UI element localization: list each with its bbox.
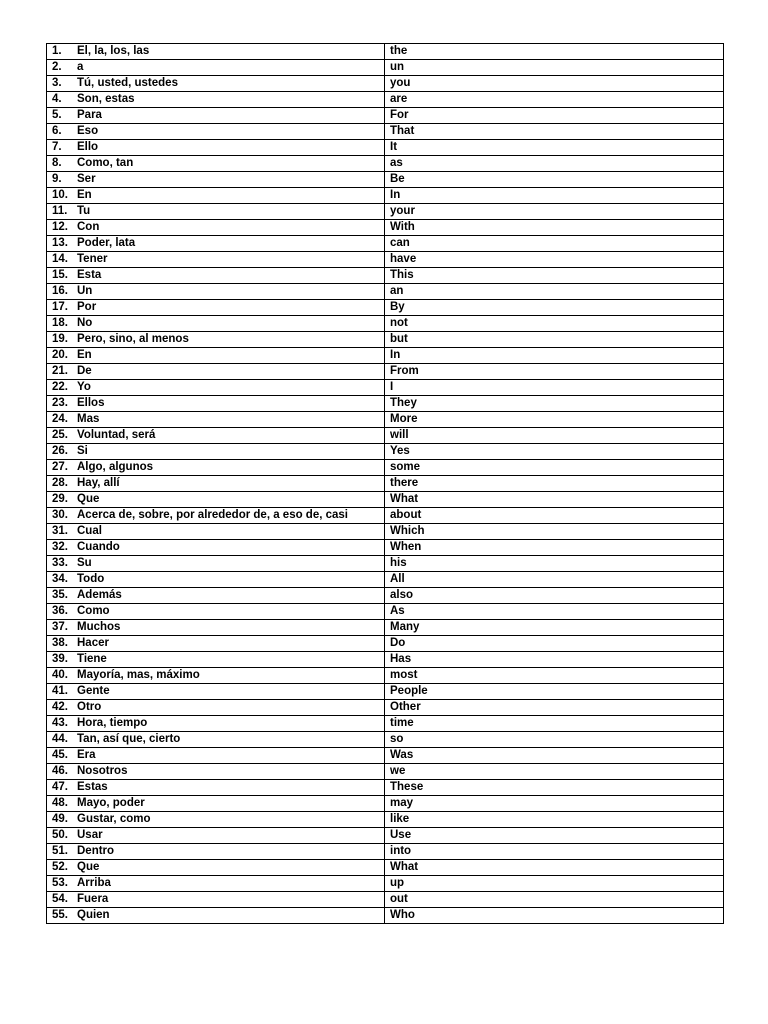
spanish-cell (47, 652, 385, 668)
english-cell: Do (385, 636, 724, 652)
spanish-term: Esta (77, 269, 102, 281)
table-row (47, 764, 724, 780)
spanish-term: Pero, sino, al menos (77, 333, 189, 345)
spanish-term: Como (77, 605, 110, 617)
english-cell: Has (385, 652, 724, 668)
table-row (47, 316, 724, 332)
spanish-cell (47, 124, 385, 140)
table-row (47, 524, 724, 540)
spanish-term: Ellos (77, 397, 105, 409)
table-row (47, 812, 724, 828)
spanish-term: Son, estas (77, 93, 135, 105)
table-row (47, 844, 724, 860)
spanish-cell (47, 476, 385, 492)
spanish-cell (47, 588, 385, 604)
english-cell: we (385, 764, 724, 780)
row-number: 47. (52, 781, 68, 793)
spanish-cell (47, 860, 385, 876)
spanish-term: Además (77, 589, 122, 601)
english-cell: In (385, 348, 724, 364)
spanish-cell (47, 764, 385, 780)
spanish-term: Mayoría, mas, máximo (77, 669, 200, 681)
english-cell: up (385, 876, 724, 892)
table-row (47, 444, 724, 460)
row-number: 19. (52, 333, 68, 345)
row-number: 50. (52, 829, 68, 841)
table-row (47, 620, 724, 636)
spanish-cell (47, 668, 385, 684)
row-number: 17. (52, 301, 68, 313)
spanish-term: En (77, 349, 92, 361)
spanish-term: Gente (77, 685, 110, 697)
row-number: 36. (52, 605, 68, 617)
spanish-term: Eso (77, 125, 99, 137)
row-number: 16. (52, 285, 68, 297)
english-cell: These (385, 780, 724, 796)
table-row (47, 284, 724, 300)
spanish-cell (47, 220, 385, 236)
english-cell: In (385, 188, 724, 204)
row-number: 40. (52, 669, 68, 681)
table-row (47, 396, 724, 412)
row-number: 3. (52, 77, 62, 89)
row-number: 26. (52, 445, 68, 457)
table-row (47, 44, 724, 60)
english-cell: They (385, 396, 724, 412)
english-cell: but (385, 332, 724, 348)
table-row (47, 908, 724, 924)
row-number: 14. (52, 253, 68, 265)
row-number: 12. (52, 221, 68, 233)
spanish-term: Hacer (77, 637, 109, 649)
english-cell: will (385, 428, 724, 444)
spanish-term: Gustar, como (77, 813, 151, 825)
english-cell: can (385, 236, 724, 252)
table-row (47, 92, 724, 108)
spanish-cell (47, 492, 385, 508)
spanish-term: No (77, 317, 93, 329)
spanish-term: Algo, algunos (77, 461, 154, 473)
spanish-cell (47, 828, 385, 844)
row-number: 24. (52, 413, 68, 425)
english-cell: there (385, 476, 724, 492)
row-number: 13. (52, 237, 68, 249)
spanish-cell (47, 60, 385, 76)
spanish-term: Mas (77, 413, 100, 425)
table-row (47, 428, 724, 444)
vocabulary-table (46, 43, 724, 924)
spanish-term: Como, tan (77, 157, 134, 169)
row-number: 53. (52, 877, 68, 889)
table-row (47, 188, 724, 204)
table-row (47, 268, 724, 284)
table-row (47, 156, 724, 172)
row-number: 15. (52, 269, 68, 281)
table-row (47, 108, 724, 124)
english-cell: That (385, 124, 724, 140)
row-number: 34. (52, 573, 68, 585)
english-cell: most (385, 668, 724, 684)
spanish-term: Tener (77, 253, 108, 265)
spanish-cell (47, 172, 385, 188)
row-number: 41. (52, 685, 68, 697)
vocabulary-table-body (47, 44, 724, 924)
spanish-cell (47, 540, 385, 556)
english-cell: It (385, 140, 724, 156)
english-cell: Was (385, 748, 724, 764)
row-number: 51. (52, 845, 68, 857)
table-row (47, 492, 724, 508)
english-cell: I (385, 380, 724, 396)
spanish-term: Yo (77, 381, 91, 393)
table-row (47, 636, 724, 652)
row-number: 43. (52, 717, 68, 729)
spanish-cell (47, 812, 385, 828)
spanish-cell (47, 604, 385, 620)
table-row (47, 748, 724, 764)
english-cell: What (385, 492, 724, 508)
spanish-cell (47, 556, 385, 572)
spanish-cell (47, 444, 385, 460)
table-row (47, 412, 724, 428)
row-number: 37. (52, 621, 68, 633)
row-number: 23. (52, 397, 68, 409)
row-number: 10. (52, 189, 68, 201)
spanish-cell (47, 284, 385, 300)
spanish-term: Su (77, 557, 92, 569)
english-cell: People (385, 684, 724, 700)
spanish-cell (47, 156, 385, 172)
spanish-term: Poder, lata (77, 237, 136, 249)
spanish-term: Nosotros (77, 765, 128, 777)
english-cell: With (385, 220, 724, 236)
table-row (47, 172, 724, 188)
spanish-term: Quien (77, 909, 110, 921)
table-row (47, 892, 724, 908)
spanish-term: Ello (77, 141, 99, 153)
spanish-term: Hora, tiempo (77, 717, 148, 729)
table-row (47, 220, 724, 236)
table-row (47, 76, 724, 92)
table-row (47, 140, 724, 156)
table-row (47, 556, 724, 572)
spanish-cell (47, 700, 385, 716)
spanish-cell (47, 44, 385, 60)
english-cell: Be (385, 172, 724, 188)
english-cell: What (385, 860, 724, 876)
spanish-cell (47, 524, 385, 540)
spanish-term: Voluntad, será (77, 429, 156, 441)
english-cell: into (385, 844, 724, 860)
spanish-term: Tú, usted, ustedes (77, 77, 178, 89)
spanish-term: Estas (77, 781, 108, 793)
table-row (47, 828, 724, 844)
spanish-cell (47, 572, 385, 588)
row-number: 33. (52, 557, 68, 569)
english-cell: like (385, 812, 724, 828)
row-number: 30. (52, 509, 68, 521)
spanish-term: Mayo, poder (77, 797, 145, 809)
table-row (47, 124, 724, 140)
english-cell: As (385, 604, 724, 620)
table-row (47, 668, 724, 684)
row-number: 20. (52, 349, 68, 361)
spanish-term: Arriba (77, 877, 111, 889)
table-row (47, 588, 724, 604)
spanish-term: Muchos (77, 621, 121, 633)
row-number: 38. (52, 637, 68, 649)
spanish-cell (47, 780, 385, 796)
row-number: 18. (52, 317, 68, 329)
spanish-cell (47, 204, 385, 220)
spanish-term: Usar (77, 829, 103, 841)
spanish-term: Era (77, 749, 96, 761)
english-cell: as (385, 156, 724, 172)
english-cell: also (385, 588, 724, 604)
english-cell: the (385, 44, 724, 60)
row-number: 45. (52, 749, 68, 761)
spanish-cell (47, 636, 385, 652)
spanish-cell (47, 300, 385, 316)
spanish-cell (47, 412, 385, 428)
row-number: 46. (52, 765, 68, 777)
table-row (47, 604, 724, 620)
table-row (47, 236, 724, 252)
spanish-cell (47, 332, 385, 348)
table-row (47, 876, 724, 892)
row-number: 21. (52, 365, 68, 377)
english-cell: Other (385, 700, 724, 716)
spanish-term: El, la, los, las (77, 45, 150, 57)
row-number: 48. (52, 797, 68, 809)
spanish-cell (47, 508, 385, 524)
english-cell: his (385, 556, 724, 572)
english-cell: When (385, 540, 724, 556)
spanish-term: Fuera (77, 893, 109, 905)
english-cell: Yes (385, 444, 724, 460)
english-cell: you (385, 76, 724, 92)
row-number: 4. (52, 93, 62, 105)
spanish-term: Tu (77, 205, 91, 217)
row-number: 44. (52, 733, 68, 745)
spanish-cell (47, 396, 385, 412)
spanish-cell (47, 348, 385, 364)
spanish-term: Para (77, 109, 102, 121)
table-row (47, 300, 724, 316)
table-row (47, 204, 724, 220)
english-cell: Many (385, 620, 724, 636)
row-number: 54. (52, 893, 68, 905)
table-row (47, 380, 724, 396)
spanish-term: Tiene (77, 653, 107, 665)
spanish-cell (47, 92, 385, 108)
english-cell: un (385, 60, 724, 76)
row-number: 6. (52, 125, 62, 137)
spanish-cell (47, 732, 385, 748)
row-number: 7. (52, 141, 62, 153)
row-number: 2. (52, 61, 62, 73)
english-cell: From (385, 364, 724, 380)
table-row (47, 348, 724, 364)
spanish-term: a (77, 61, 84, 73)
spanish-term: Acerca de, sobre, por alrededor de, a eso de, casi (77, 509, 349, 521)
table-row (47, 684, 724, 700)
english-cell: your (385, 204, 724, 220)
spanish-term: Cual (77, 525, 102, 537)
spanish-term: Todo (77, 573, 105, 585)
table-row (47, 732, 724, 748)
spanish-cell (47, 876, 385, 892)
spanish-cell (47, 380, 385, 396)
spanish-term: Ser (77, 173, 96, 185)
row-number: 25. (52, 429, 68, 441)
table-row (47, 60, 724, 76)
spanish-term: De (77, 365, 92, 377)
english-cell: out (385, 892, 724, 908)
spanish-term: Otro (77, 701, 102, 713)
table-row (47, 796, 724, 812)
spanish-cell (47, 684, 385, 700)
spanish-cell (47, 844, 385, 860)
spanish-term: Por (77, 301, 97, 313)
row-number: 28. (52, 477, 68, 489)
spanish-term: Que (77, 861, 100, 873)
english-cell: time (385, 716, 724, 732)
spanish-term: Cuando (77, 541, 120, 553)
table-row (47, 252, 724, 268)
table-row (47, 332, 724, 348)
spanish-cell (47, 268, 385, 284)
row-number: 9. (52, 173, 62, 185)
row-number: 29. (52, 493, 68, 505)
spanish-cell (47, 748, 385, 764)
english-cell: are (385, 92, 724, 108)
row-number: 42. (52, 701, 68, 713)
row-number: 22. (52, 381, 68, 393)
spanish-cell (47, 460, 385, 476)
english-cell: some (385, 460, 724, 476)
spanish-term: Que (77, 493, 100, 505)
spanish-term: Hay, allí (77, 477, 120, 489)
table-row (47, 364, 724, 380)
spanish-cell (47, 620, 385, 636)
table-row (47, 652, 724, 668)
table-row (47, 572, 724, 588)
spanish-term: Un (77, 285, 93, 297)
spanish-term: Dentro (77, 845, 115, 857)
table-row (47, 860, 724, 876)
english-cell: so (385, 732, 724, 748)
english-cell: Who (385, 908, 724, 924)
spanish-cell (47, 188, 385, 204)
spanish-term: Si (77, 445, 88, 457)
spanish-cell (47, 908, 385, 924)
spanish-cell (47, 716, 385, 732)
table-row (47, 540, 724, 556)
english-cell: an (385, 284, 724, 300)
spanish-cell (47, 316, 385, 332)
table-row (47, 780, 724, 796)
table-row (47, 476, 724, 492)
row-number: 27. (52, 461, 68, 473)
table-row (47, 508, 724, 524)
english-cell: For (385, 108, 724, 124)
spanish-term: Tan, así que, cierto (77, 733, 181, 745)
row-number: 49. (52, 813, 68, 825)
table-row (47, 716, 724, 732)
spanish-cell (47, 140, 385, 156)
row-number: 32. (52, 541, 68, 553)
row-number: 35. (52, 589, 68, 601)
english-cell: More (385, 412, 724, 428)
english-cell: Use (385, 828, 724, 844)
spanish-cell (47, 796, 385, 812)
row-number: 8. (52, 157, 62, 169)
spanish-cell (47, 108, 385, 124)
english-cell: Which (385, 524, 724, 540)
row-number: 5. (52, 109, 62, 121)
english-cell: This (385, 268, 724, 284)
table-row (47, 700, 724, 716)
english-cell: have (385, 252, 724, 268)
row-number: 31. (52, 525, 68, 537)
row-number: 52. (52, 861, 68, 873)
spanish-cell (47, 252, 385, 268)
english-cell: not (385, 316, 724, 332)
english-cell: about (385, 508, 724, 524)
row-number: 39. (52, 653, 68, 665)
english-cell: may (385, 796, 724, 812)
english-cell: By (385, 300, 724, 316)
english-cell: All (385, 572, 724, 588)
row-number: 1. (52, 45, 62, 57)
row-number: 11. (52, 205, 68, 217)
spanish-cell (47, 364, 385, 380)
spanish-term: En (77, 189, 92, 201)
spanish-cell (47, 76, 385, 92)
spanish-cell (47, 236, 385, 252)
table-row (47, 460, 724, 476)
spanish-term: Con (77, 221, 100, 233)
spanish-cell (47, 428, 385, 444)
row-number: 55. (52, 909, 68, 921)
spanish-cell (47, 892, 385, 908)
